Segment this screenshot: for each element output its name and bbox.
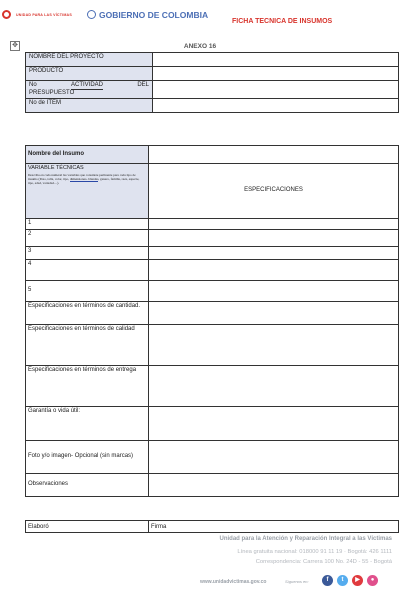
photo-field[interactable] [149, 441, 399, 474]
activity-word: ACTIVIDAD [71, 82, 103, 90]
table-row [26, 325, 399, 366]
page-header [0, 0, 400, 40]
twitter-icon[interactable]: t [337, 575, 348, 586]
victims-unit-logo-icon [2, 10, 11, 19]
flickr-icon[interactable]: ● [367, 575, 378, 586]
spec-number-1: 1 [26, 219, 149, 230]
project-name-field[interactable] [153, 53, 399, 67]
product-label: PRODUCTO [26, 67, 153, 81]
tech-desc-underlined: dimensiones- blandas [69, 176, 99, 181]
table-row [26, 99, 399, 113]
specifications-header: ESPECIFICACIONES [149, 164, 399, 219]
technical-variables-description [28, 173, 146, 185]
tech-desc-prefix: Describa en cada numeral las variables que considere pertinente para cada tipo de insumo (Peso, talla, color, tipo, [28, 172, 136, 181]
footer-follow-label: Síguenos en: [285, 579, 309, 584]
activity-del-word: DEL [137, 82, 149, 88]
facebook-icon[interactable]: f [322, 575, 333, 586]
table-row [26, 521, 399, 533]
spec-field-5[interactable] [149, 281, 399, 302]
table-row [26, 219, 399, 230]
insumo-name-field[interactable] [149, 146, 399, 164]
project-info-table [25, 52, 399, 113]
spec-field-3[interactable] [149, 247, 399, 260]
observations-field[interactable] [149, 474, 399, 497]
footer-address: Correspondencia: Carrera 100 No. 24D - 55 - Bogotá [255, 559, 392, 565]
activity-label [26, 81, 153, 99]
spec-number-4: 4 [26, 260, 149, 281]
victims-unit-logo-text: UNIDAD PARA LAS VÍCTIMAS [16, 13, 72, 17]
insumo-specs-table [25, 145, 399, 497]
technical-variables-title: VARIABLE TÉCNICAS [28, 165, 84, 171]
footer-phone: Línea gratuita nacional: 018000 91 11 19 · Bogotá: 426 1111 [237, 549, 392, 555]
signature-table [25, 520, 399, 533]
quantity-spec-field[interactable] [149, 302, 399, 325]
youtube-icon[interactable]: ▶ [352, 575, 363, 586]
table-row [26, 146, 399, 164]
prepared-by-label: Elaboró [26, 521, 149, 533]
spec-number-3: 3 [26, 247, 149, 260]
observations-label: Observaciones [26, 474, 149, 497]
footer-website-link[interactable]: www.unidadvictimas.gov.co [200, 579, 267, 585]
photo-label: Foto y/o imagen- Opcional (sin marcas) [26, 441, 149, 474]
table-row [26, 366, 399, 407]
spec-number-2: 2 [26, 230, 149, 247]
item-number-field[interactable] [153, 99, 399, 113]
table-row [26, 230, 399, 247]
document-title: FICHA TECNICA DE INSUMOS [232, 18, 333, 25]
technical-variables-cell [26, 164, 149, 219]
activity-no-text: No [29, 82, 37, 88]
insumo-name-label: Nombre del Insumo [26, 146, 149, 164]
table-row [26, 407, 399, 441]
delivery-spec-label: Especificaciones en términos de entrega [26, 366, 149, 407]
government-logo-text: GOBIERNO DE COLOMBIA [99, 10, 209, 20]
spec-field-4[interactable] [149, 260, 399, 281]
spec-number-5: 5 [26, 281, 149, 302]
warranty-label: Garantía o vida útil: [26, 407, 149, 441]
quality-spec-label: Especificaciones en términos de calidad [26, 325, 149, 366]
table-row [26, 53, 399, 67]
government-seal-icon [87, 10, 96, 19]
table-move-handle-icon[interactable]: ✥ [10, 41, 20, 51]
table-row [26, 81, 399, 99]
footer-organization: Unidad para la Atención y Reparación Integral a las Víctimas [219, 536, 392, 542]
delivery-spec-field[interactable] [149, 366, 399, 407]
table-row [26, 67, 399, 81]
quality-spec-field[interactable] [149, 325, 399, 366]
signature-label[interactable]: Firma [149, 521, 399, 533]
table-row [26, 281, 399, 302]
tech-desc-suffix: , genero, familia, raza, especie, tipo, edad, variedad…). [28, 176, 140, 185]
table-row [26, 164, 399, 219]
spec-field-1[interactable] [149, 219, 399, 230]
table-row [26, 441, 399, 474]
table-row [26, 260, 399, 281]
warranty-field[interactable] [149, 407, 399, 441]
product-field[interactable] [153, 67, 399, 81]
table-row [26, 474, 399, 497]
table-row [26, 247, 399, 260]
annex-label: ANEXO 16 [183, 43, 217, 50]
quantity-spec-label: Especificaciones en términos de cantidad. [26, 302, 149, 325]
activity-field[interactable] [153, 81, 399, 99]
item-number-label: No de ITEM [26, 99, 153, 113]
spec-field-2[interactable] [149, 230, 399, 247]
project-name-label: NOMBRE DEL PROYECTO [26, 53, 153, 67]
activity-budget-word: PRESUPUESTO [29, 90, 75, 97]
table-row [26, 302, 399, 325]
